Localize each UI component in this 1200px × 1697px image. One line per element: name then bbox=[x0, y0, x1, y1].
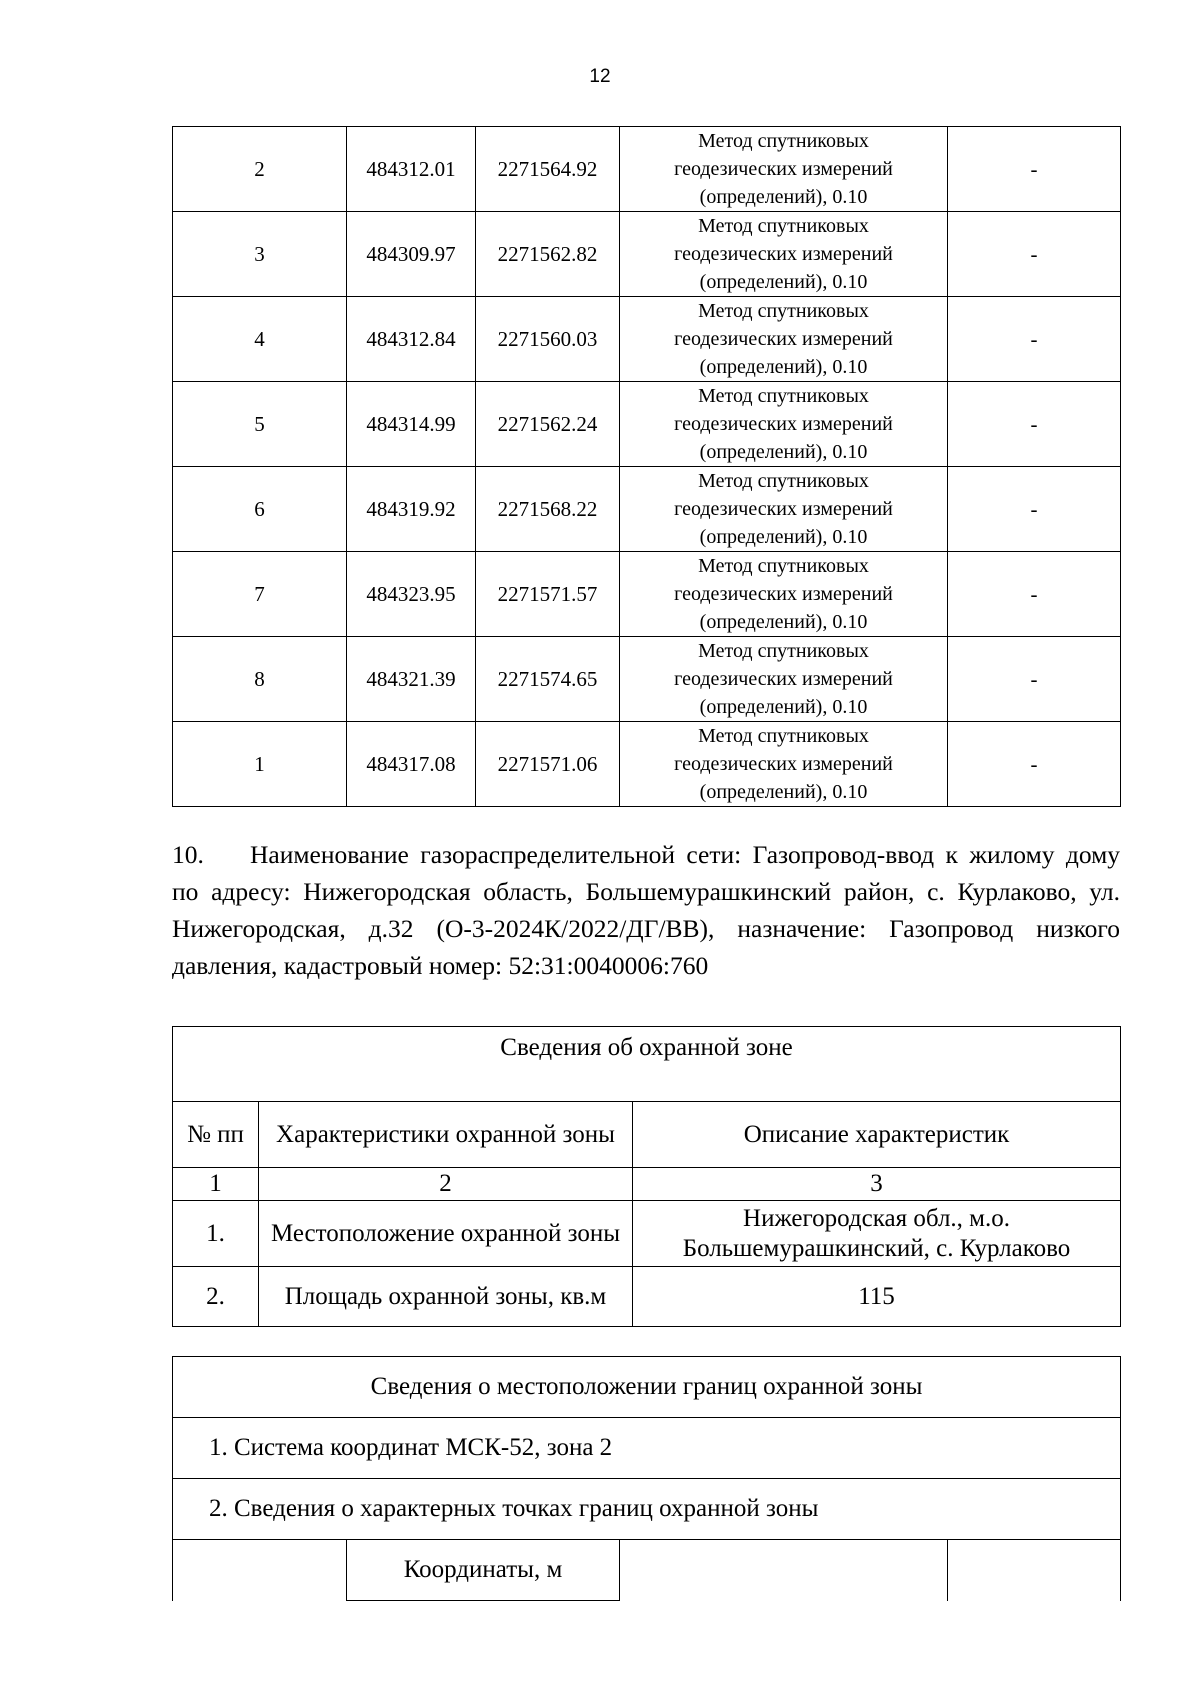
method-line: (определений), 0.10 bbox=[699, 696, 868, 718]
section-number: 10. bbox=[172, 840, 204, 869]
point-description: - bbox=[948, 637, 1121, 722]
empty-cell bbox=[620, 1540, 948, 1601]
column-number-3: 3 bbox=[633, 1168, 1121, 1201]
coord-x: 484317.08 bbox=[347, 722, 476, 807]
method-line: (определений), 0.10 bbox=[699, 271, 868, 293]
method-line: (определений), 0.10 bbox=[699, 186, 868, 208]
section-10-paragraph bbox=[172, 836, 1120, 984]
area-value: 115 bbox=[633, 1267, 1121, 1327]
coordinates-header: Координаты, м bbox=[347, 1540, 620, 1601]
method-line: геодезических измерений bbox=[674, 753, 893, 775]
method-line: Метод спутниковых bbox=[698, 555, 869, 577]
method-line: Метод спутниковых bbox=[698, 215, 869, 237]
coord-x: 484309.97 bbox=[347, 212, 476, 297]
boundary-table bbox=[172, 1356, 1121, 1601]
method-line: Метод спутниковых bbox=[698, 640, 869, 662]
point-number: 6 bbox=[173, 467, 347, 552]
coord-y: 2271562.24 bbox=[476, 382, 620, 467]
method-line: (определений), 0.10 bbox=[699, 781, 868, 803]
method-cell bbox=[620, 467, 948, 552]
method-line: геодезических измерений bbox=[674, 413, 893, 435]
method-cell bbox=[620, 382, 948, 467]
method-cell bbox=[620, 637, 948, 722]
method-line: геодезических измерений bbox=[674, 583, 893, 605]
header-number: № пп bbox=[173, 1102, 259, 1168]
coord-x: 484312.01 bbox=[347, 127, 476, 212]
point-description: - bbox=[948, 297, 1121, 382]
point-number: 4 bbox=[173, 297, 347, 382]
method-line: (определений), 0.10 bbox=[699, 356, 868, 378]
coord-x: 484321.39 bbox=[347, 637, 476, 722]
coord-y: 2271562.82 bbox=[476, 212, 620, 297]
section-text: Наименование газораспределительной сети: Газопровод-ввод к жилому дому по адресу: Нижегородская область, Большемурашкинский район, с. Курлаково, ул. Нижегородская, д.32 (О-3-2024К/2022/ДГ/ВВ), назначение: Газопровод низкого давления, кадастровый номер: 52:31:0040006:760 bbox=[172, 840, 1120, 980]
point-description: - bbox=[948, 127, 1121, 212]
coordinates-table bbox=[172, 126, 1121, 807]
boundary-points-heading: 2. Сведения о характерных точках границ охранной зоны bbox=[173, 1479, 1121, 1540]
method-line: (определений), 0.10 bbox=[699, 611, 868, 633]
table-row bbox=[173, 127, 1121, 212]
method-line: Метод спутниковых bbox=[698, 130, 869, 152]
method-line: геодезических измерений bbox=[674, 668, 893, 690]
method-line: (определений), 0.10 bbox=[699, 526, 868, 548]
table-row bbox=[173, 637, 1121, 722]
column-number-1: 1 bbox=[173, 1168, 259, 1201]
method-line: Метод спутниковых bbox=[698, 385, 869, 407]
table-row bbox=[173, 552, 1121, 637]
method-cell bbox=[620, 722, 948, 807]
method-line: геодезических измерений bbox=[674, 498, 893, 520]
method-line: геодезических измерений bbox=[674, 243, 893, 265]
point-number: 5 bbox=[173, 382, 347, 467]
point-number: 2 bbox=[173, 127, 347, 212]
table-row bbox=[173, 467, 1121, 552]
method-cell bbox=[620, 212, 948, 297]
method-cell bbox=[620, 552, 948, 637]
table-row bbox=[173, 212, 1121, 297]
location-value: Нижегородская обл., м.о. Большемурашкинский, с. Курлаково bbox=[633, 1201, 1121, 1267]
point-description: - bbox=[948, 212, 1121, 297]
row-number: 1. bbox=[173, 1201, 259, 1267]
empty-cell bbox=[173, 1540, 347, 1601]
method-line: геодезических измерений bbox=[674, 158, 893, 180]
point-number: 1 bbox=[173, 722, 347, 807]
coord-x: 484312.84 bbox=[347, 297, 476, 382]
coordinate-system: 1. Система координат МСК-52, зона 2 bbox=[173, 1418, 1121, 1479]
table-row bbox=[173, 722, 1121, 807]
boundary-title: Сведения о местоположении границ охранной зоны bbox=[173, 1357, 1121, 1418]
page-number: 12 bbox=[589, 66, 611, 87]
point-number: 7 bbox=[173, 552, 347, 637]
coord-y: 2271571.06 bbox=[476, 722, 620, 807]
method-cell bbox=[620, 297, 948, 382]
empty-cell bbox=[948, 1540, 1121, 1601]
method-line: геодезических измерений bbox=[674, 328, 893, 350]
method-line: Метод спутниковых bbox=[698, 725, 869, 747]
point-description: - bbox=[948, 382, 1121, 467]
coord-y: 2271564.92 bbox=[476, 127, 620, 212]
point-description: - bbox=[948, 722, 1121, 807]
point-description: - bbox=[948, 467, 1121, 552]
coord-x: 484323.95 bbox=[347, 552, 476, 637]
location-label: Местоположение охранной зоны bbox=[259, 1201, 633, 1267]
coord-x: 484314.99 bbox=[347, 382, 476, 467]
coord-y: 2271568.22 bbox=[476, 467, 620, 552]
zone-info-title: Сведения об охранной зоне bbox=[173, 1027, 1121, 1102]
row-number: 2. bbox=[173, 1267, 259, 1327]
coord-y: 2271560.03 bbox=[476, 297, 620, 382]
coord-x: 484319.92 bbox=[347, 467, 476, 552]
method-cell bbox=[620, 127, 948, 212]
method-line: (определений), 0.10 bbox=[699, 441, 868, 463]
column-number-2: 2 bbox=[259, 1168, 633, 1201]
zone-info-table bbox=[172, 1026, 1121, 1327]
method-line: Метод спутниковых bbox=[698, 470, 869, 492]
coord-y: 2271571.57 bbox=[476, 552, 620, 637]
header-characteristics: Характеристики охранной зоны bbox=[259, 1102, 633, 1168]
area-label: Площадь охранной зоны, кв.м bbox=[259, 1267, 633, 1327]
header-description: Описание характеристик bbox=[633, 1102, 1121, 1168]
coord-y: 2271574.65 bbox=[476, 637, 620, 722]
point-number: 8 bbox=[173, 637, 347, 722]
point-number: 3 bbox=[173, 212, 347, 297]
method-line: Метод спутниковых bbox=[698, 300, 869, 322]
table-row bbox=[173, 297, 1121, 382]
table-row bbox=[173, 382, 1121, 467]
point-description: - bbox=[948, 552, 1121, 637]
